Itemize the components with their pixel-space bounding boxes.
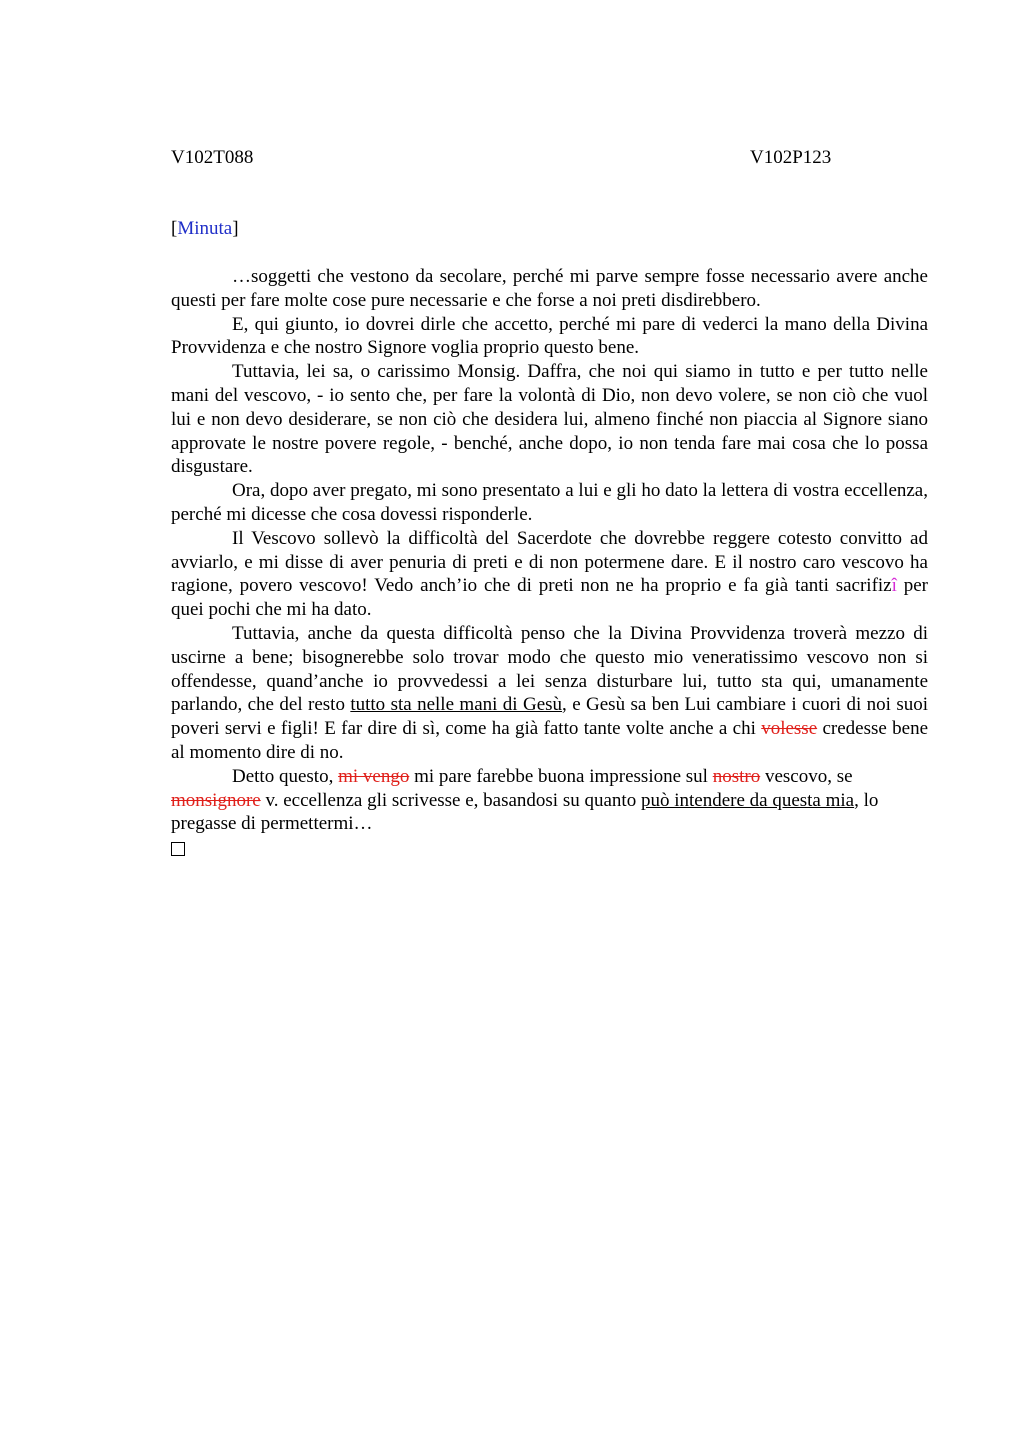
text-segment: Tuttavia, anche da questa difficoltà penso che la Divina Provvidenza troverà mezzo di uscirne a bene; bisognerebbe solo trovar modo che questo mio veneratissimo vescovo non si offendesse, quand’anche io provvedessi a lei senza disturbare lui, tutto sta qui, umanamente parlando, che del resto	[171, 622, 928, 716]
text-segment: credesse bene al momento dire di no.	[171, 718, 929, 763]
document-type-label	[171, 217, 239, 241]
paragraph	[171, 527, 928, 622]
label-text: Minuta	[177, 218, 233, 239]
paragraph	[171, 265, 928, 313]
letter-body	[171, 265, 928, 863]
text-segment: Tuttavia, lei sa, o carissimo Monsig. Daffra, che noi qui siamo in tutto e per tutto nelle mani del vescovo, - io sento che, per fare la volontà di Dio, non devo volere, se non ciò che vuol lui e non devo desiderare, se non ciò che desidera lui, almeno finché non piaccia al Signore siano approvate le nostre povere regole, - benché, anche dopo, io non tenda fare mai cosa che lo possa disgustare.	[171, 361, 928, 478]
document-code-right: V102P123	[750, 147, 832, 168]
underlined-text: tutto sta nelle mani di Gesù	[350, 694, 563, 716]
deleted-text: nostro	[712, 765, 761, 787]
text-segment: Il Vescovo sollevò la difficoltà del Sacerdote che dovrebbe reggere cotesto convitto ad avviarlo, e mi disse di aver penuria di preti e di non potermene dare. E il nostro caro vescovo ha ragione, povero vescovo! Vedo anch’io che di preti non ne ha proprio e fa già tanti sacrifiz	[171, 527, 928, 597]
text-segment: vescovo, se	[760, 765, 853, 787]
text-segment: , lo pregasse di permettermi…	[171, 789, 879, 835]
paragraph	[171, 765, 928, 836]
text-segment: mi pare farebbe buona impressione sul	[409, 765, 713, 787]
paragraph	[171, 360, 928, 479]
text-segment: E, qui giunto, io dovrei dirle che accetto, perché mi pare di vederci la mano della Divina Provvidenza e che nostro Signore voglia proprio questo bene.	[171, 313, 928, 359]
text-segment: Ora, dopo aver pregato, mi sono presentato a lui e gli ho dato la lettera di vostra eccellenza, perché mi dicesse che cosa dovessi risponderle.	[171, 480, 928, 525]
text-segment: …soggetti che vestono da secolare, perché mi parve sempre fosse necessario avere anche questi per fare molte cose pure necessarie e che forse a noi preti disdirebbero.	[171, 266, 928, 311]
paragraph	[171, 479, 928, 527]
label-open-bracket: [	[171, 218, 178, 239]
text-segment: Detto questo,	[232, 765, 339, 787]
inserted-text: î	[891, 575, 897, 597]
text-segment: per quei pochi che mi ha dato.	[171, 575, 928, 621]
underlined-text: può intendere da questa mia	[640, 789, 855, 811]
text-segment: , e Gesù sa ben Lui cambiare i cuori di noi suoi poveri servi e figli! E far dire di sì, come ha già fatto tante volte anche a chi	[171, 694, 929, 740]
deleted-text: monsignore	[171, 789, 261, 811]
end-marker	[171, 836, 928, 863]
label-close-bracket: ]	[232, 218, 239, 239]
deleted-text: volesse	[761, 718, 818, 740]
document-code-left: V102T088	[171, 147, 254, 168]
paragraph	[171, 622, 928, 765]
deleted-text: mi vengo	[338, 765, 410, 787]
square-outline-icon	[171, 842, 185, 856]
paragraph	[171, 313, 928, 361]
text-segment: v. eccellenza gli scrivesse e, basandosi su quanto	[260, 789, 641, 811]
